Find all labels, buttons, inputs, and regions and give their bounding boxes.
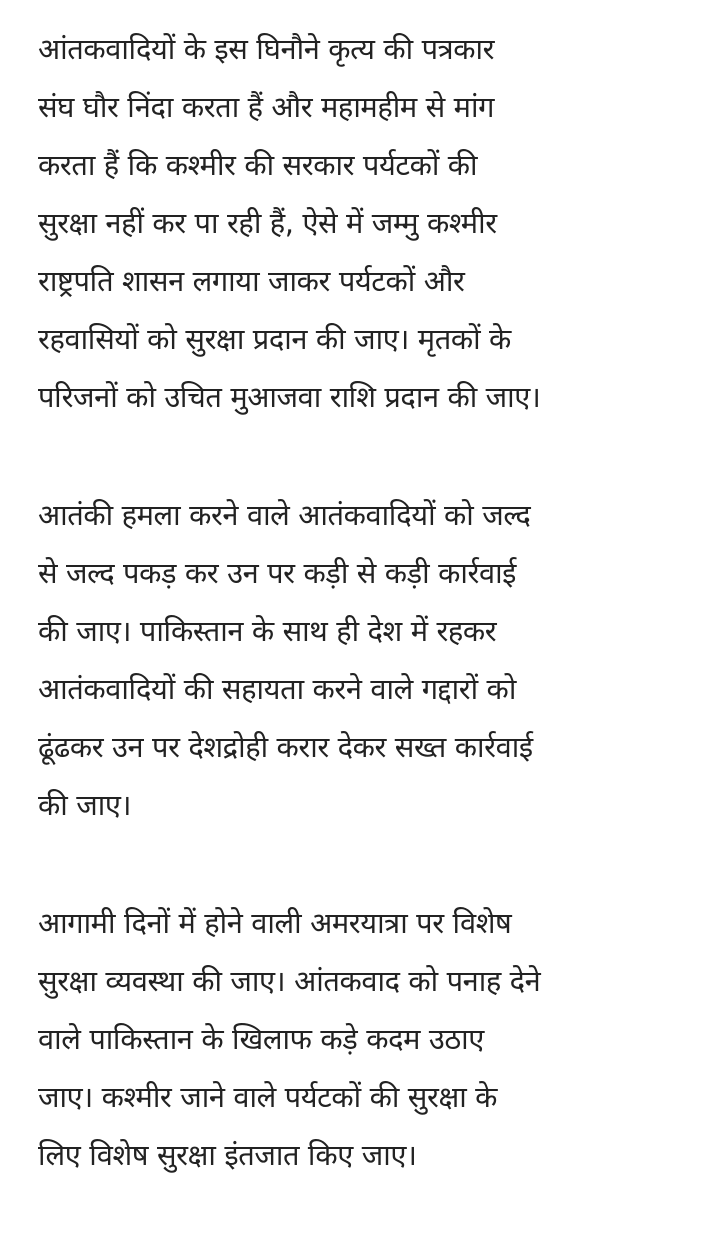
text-line: की जाए। पाकिस्तान के साथ ही देश में रहकर — [38, 614, 497, 648]
text-line: से जल्द पकड़ कर उन पर कड़ी से कड़ी कार्रवाई — [38, 556, 517, 590]
text-line: वाले पाकिस्तान के खिलाफ कड़े कदम उठाए — [38, 1022, 484, 1056]
text-line: करता हैं कि कश्मीर की सरकार पर्यटकों की — [38, 148, 478, 182]
text-line: रहवासियों को सुरक्षा प्रदान की जाए। मृतकों के — [38, 322, 511, 356]
text-line: जाए। कश्मीर जाने वाले पर्यटकों की सुरक्षा के — [38, 1080, 498, 1114]
paragraph-1 — [38, 20, 698, 426]
article-text — [38, 20, 698, 1244]
text-line: ढूंढकर उन पर देशद्रोही करार देकर सख्त कार्रवाई — [38, 730, 533, 764]
text-line: सुरक्षा व्यवस्था की जाए। आंतकवाद को पनाह देने — [38, 964, 541, 998]
text-line: सुरक्षा नहीं कर पा रही हैं, ऐसे में जम्मु कश्मीर — [38, 206, 497, 240]
text-line: आगामी दिनों में होने वाली अमरयात्रा पर विशेष — [38, 906, 512, 940]
text-line: की जाए। — [38, 788, 132, 822]
text-line: लिए विशेष सुरक्षा इंतजात किए जाए। — [38, 1138, 417, 1172]
text-line: राष्ट्रपति शासन लगाया जाकर पर्यटकों और — [38, 264, 465, 298]
text-line: आंतकवादियों के इस घिनौने कृत्य की पत्रकार — [38, 32, 495, 66]
text-line: संघ घौर निंदा करता हैं और महामहीम से मांग — [38, 90, 495, 124]
text-line: आतंकी हमला करने वाले आतंकवादियों को जल्द — [38, 498, 531, 532]
text-line: आतंकवादियों की सहायता करने वाले गद्दारों को — [38, 672, 516, 706]
paragraph-3 — [38, 894, 698, 1184]
text-line: परिजनों को उचित मुआजवा राशि प्रदान की जाए। — [38, 380, 541, 414]
paragraph-2 — [38, 486, 698, 834]
